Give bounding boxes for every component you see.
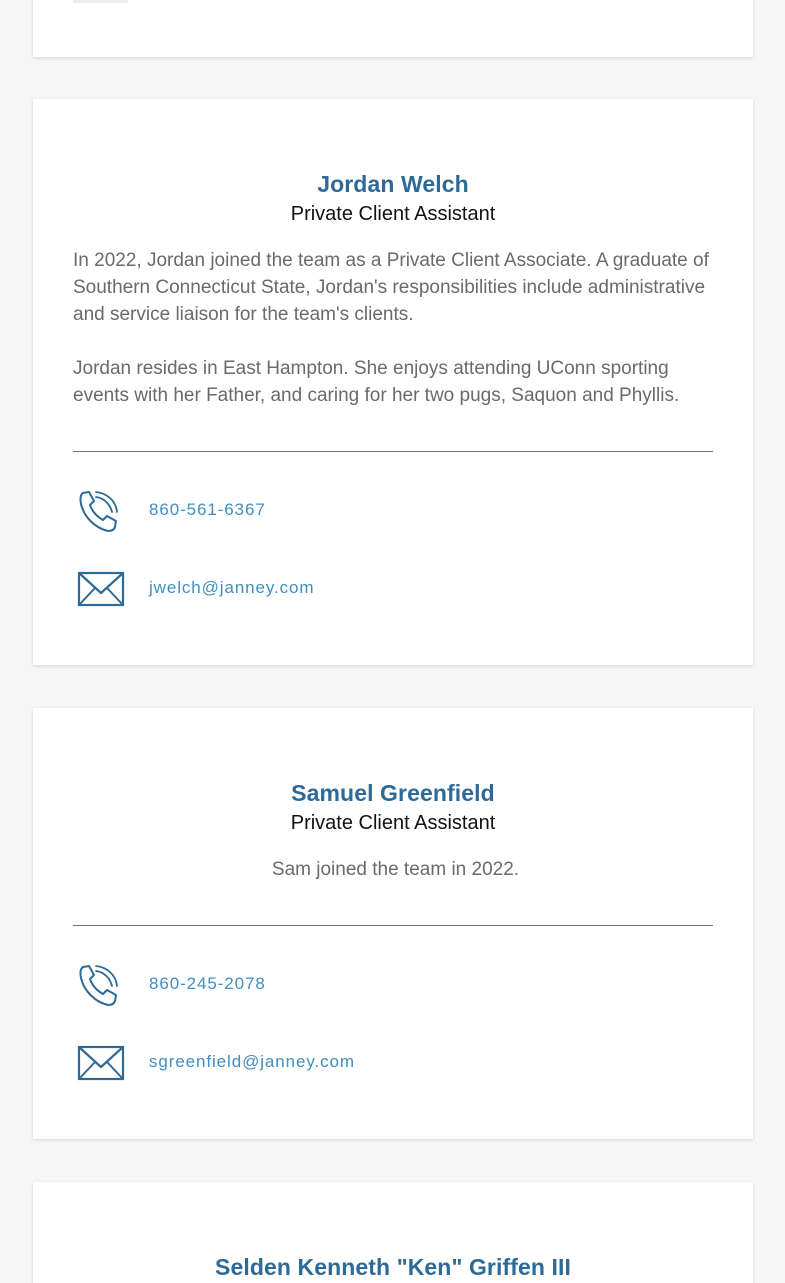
team-card-ken-griffen bbox=[33, 1182, 753, 1283]
email-address[interactable]: sgreenfield@janney.com bbox=[149, 1052, 355, 1071]
phone-link[interactable] bbox=[73, 962, 673, 1008]
phone-number[interactable]: 860-245-2078 bbox=[149, 974, 266, 993]
member-name: Jordan Welch bbox=[317, 171, 469, 197]
team-card-jordan-welch bbox=[33, 99, 753, 665]
team-card-previous bbox=[33, 0, 753, 57]
member-title: Private Client Assistant bbox=[290, 203, 496, 225]
divider bbox=[73, 925, 713, 926]
phone-number[interactable]: 860-561-6367 bbox=[149, 500, 266, 519]
member-bio bbox=[73, 856, 718, 883]
mail-icon bbox=[73, 566, 129, 612]
team-card-samuel-greenfield bbox=[33, 708, 753, 1139]
email-link[interactable] bbox=[73, 566, 673, 612]
mail-icon bbox=[73, 1040, 129, 1086]
bio-paragraph: Sam joined the team in 2022. bbox=[271, 859, 520, 880]
email-link[interactable] bbox=[73, 1040, 673, 1086]
member-bio bbox=[73, 247, 718, 409]
phone-icon bbox=[73, 488, 129, 534]
phone-link[interactable] bbox=[73, 488, 673, 534]
bio-paragraph: In 2022, Jordan joined the team as a Private Client Associate. A graduate of Southern Connecticut State, Jordan's responsibilities include administrative and service liaison for the team's clients. bbox=[73, 250, 709, 325]
bio-paragraph: Jordan resides in East Hampton. She enjoys attending UConn sporting events with her Father, and caring for her two pugs, Saquon and Phyllis. bbox=[73, 358, 680, 406]
phone-icon bbox=[73, 962, 129, 1008]
email-address[interactable]: jwelch@janney.com bbox=[149, 578, 315, 597]
card-previous-remnant bbox=[73, 0, 128, 3]
member-name: Selden Kenneth "Ken" Griffen III bbox=[215, 1254, 571, 1280]
divider bbox=[73, 451, 713, 452]
member-name: Samuel Greenfield bbox=[291, 780, 495, 806]
member-title: Private Client Assistant bbox=[290, 812, 496, 834]
